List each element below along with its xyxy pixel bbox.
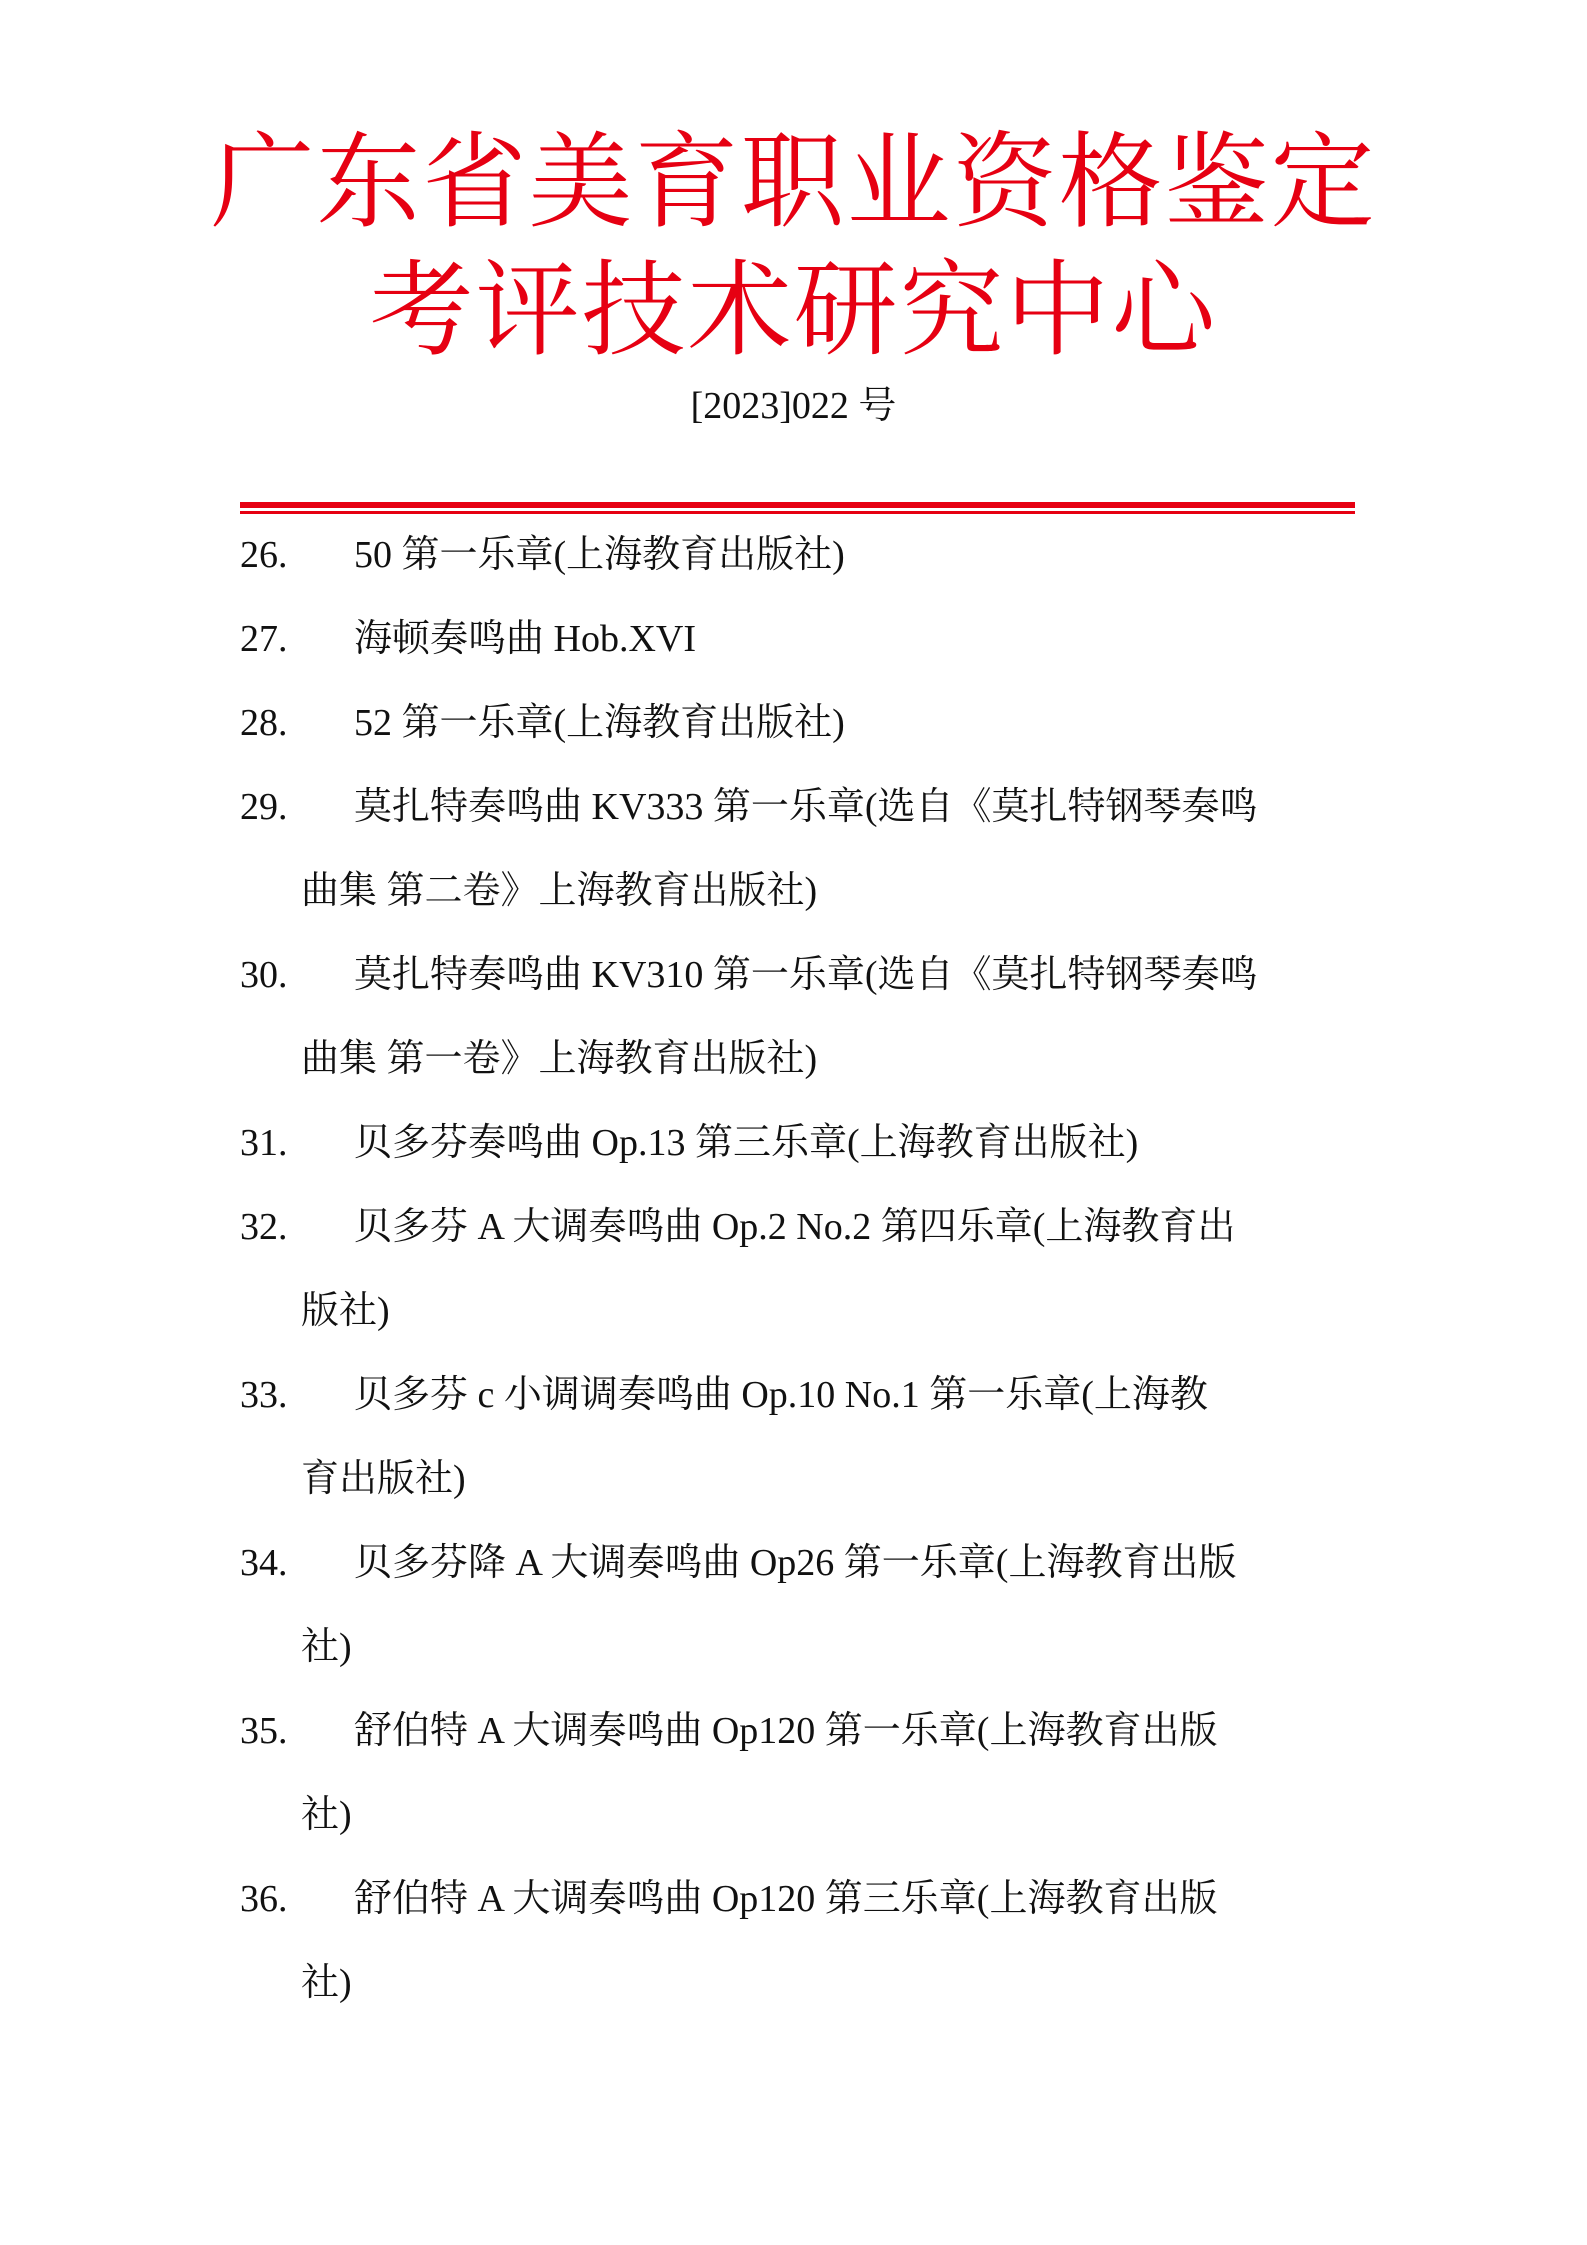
item-number: 30. xyxy=(240,954,288,996)
item-number: 35. xyxy=(240,1710,288,1752)
item-text-continuation: 版社) xyxy=(301,1290,390,1332)
header-divider-thick xyxy=(240,502,1355,508)
item-text: 52 第一乐章(上海教育出版社) xyxy=(354,702,845,744)
item-number: 33. xyxy=(240,1374,288,1416)
item-text: 舒伯特 A 大调奏鸣曲 Op120 第一乐章(上海教育出版 xyxy=(354,1710,1218,1752)
item-text: 50 第一乐章(上海教育出版社) xyxy=(354,534,845,576)
list-item xyxy=(240,698,1360,782)
header-divider-thin xyxy=(240,511,1355,514)
list-item xyxy=(240,1202,1360,1370)
item-text: 海顿奏鸣曲 Hob.XVI xyxy=(354,618,696,660)
item-number: 36. xyxy=(240,1878,288,1920)
list-item xyxy=(240,782,1360,950)
item-number: 29. xyxy=(240,786,288,828)
list-item xyxy=(240,1874,1360,2042)
item-text-continuation: 育出版社) xyxy=(301,1458,466,1500)
item-text: 贝多芬 c 小调调奏鸣曲 Op.10 No.1 第一乐章(上海教 xyxy=(354,1374,1208,1416)
list-item xyxy=(240,614,1360,698)
item-text-continuation: 社) xyxy=(301,1962,352,2004)
item-number: 31. xyxy=(240,1122,288,1164)
item-text-continuation: 曲集 第一卷》上海教育出版社) xyxy=(301,1038,818,1080)
item-text: 舒伯特 A 大调奏鸣曲 Op120 第三乐章(上海教育出版 xyxy=(354,1878,1218,1920)
list-item xyxy=(240,1538,1360,1706)
item-number: 26. xyxy=(240,534,288,576)
item-number: 34. xyxy=(240,1542,288,1584)
list-item xyxy=(240,1370,1360,1538)
item-text: 莫扎特奏鸣曲 KV310 第一乐章(选自《莫扎特钢琴奏鸣 xyxy=(354,954,1258,996)
item-number: 28. xyxy=(240,702,288,744)
item-text: 贝多芬 A 大调奏鸣曲 Op.2 No.2 第四乐章(上海教育出 xyxy=(354,1206,1236,1248)
header-title-line2: 考评技术研究中心 xyxy=(369,249,1218,371)
item-text: 贝多芬奏鸣曲 Op.13 第三乐章(上海教育出版社) xyxy=(354,1122,1139,1164)
repertoire-list xyxy=(240,530,1360,2042)
list-item xyxy=(240,1706,1360,1874)
item-text: 贝多芬降 A 大调奏鸣曲 Op26 第一乐章(上海教育出版 xyxy=(354,1542,1237,1584)
document-number: [2023]022 号 xyxy=(690,385,897,427)
item-text-continuation: 曲集 第二卷》上海教育出版社) xyxy=(301,870,818,912)
item-text-continuation: 社) xyxy=(301,1626,352,1668)
list-item xyxy=(240,530,1360,614)
item-text: 莫扎特奏鸣曲 KV333 第一乐章(选自《莫扎特钢琴奏鸣 xyxy=(354,786,1258,828)
item-number: 32. xyxy=(240,1206,288,1248)
list-item xyxy=(240,1118,1360,1202)
list-item xyxy=(240,950,1360,1118)
header-title-line1: 广东省美育职业资格鉴定 xyxy=(210,121,1377,243)
item-number: 27. xyxy=(240,618,288,660)
item-text-continuation: 社) xyxy=(301,1794,352,1836)
